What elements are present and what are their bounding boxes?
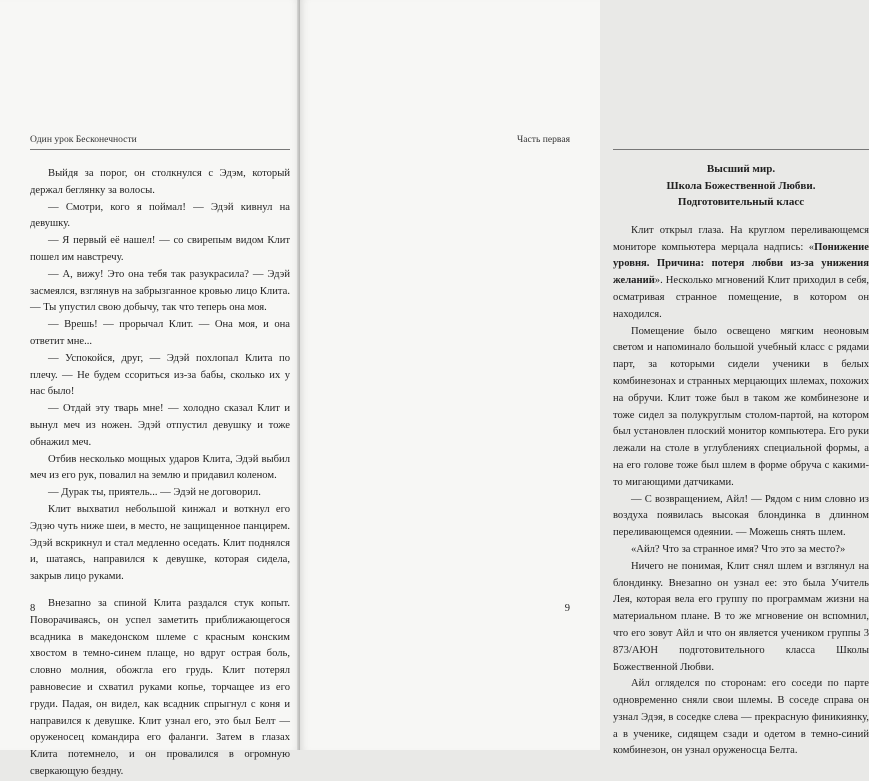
chapter-title-line: Подготовительный класс	[677, 196, 805, 209]
paragraph: Помещение было освещено мягким неоновым светом и напоминало большой учебный класс с рядами парт, за которыми сидели ученики в белых комбинезонах и странных мерцающих шлемах, похожих на обручи. Клит тоже был в таком же комбинезоне и тоже сидел за полукруглым столом-партой, на котором был установлен плоский монитор компьютера. Его руки лежали на столе в углублениях специальной формы, а на его голове тоже был шлем в форме обруча с какими-то мигающими датчиками.	[613, 325, 869, 488]
paragraph: Ничего не понимая, Клит снял шлем и взглянул на блондинку. Внезапно он узнал ее: это была Учитель Лея, которая вела его группу по программам жизни на материальном плане. В то же мгновение он вспомнил, что его зовут Айл и что он является учеником группы 3 873/АЮН подготовительного класса Школы Божественной Любви.	[613, 560, 869, 673]
page-number-right: 9	[564, 603, 570, 614]
paragraph: Отбив несколько мощных ударов Клита, Эдэй выбил меч из его рук, повалил на землю и придавил коленом.	[30, 453, 290, 482]
paragraph: «Айл? Что за странное имя? Что это за место?»	[631, 543, 846, 555]
monitor-message: Понижение уровня. Причина: потеря любви из-за унижения желаний	[613, 241, 869, 287]
right-page	[300, 0, 869, 757]
paragraph-text: Клит открыл глаза. На круглом переливающемся мониторе компьютера мерцала надпись: «	[613, 224, 869, 253]
paragraph: Айл огляделся по сторонам: его соседи по парте одновременно сняли свои шлемы. В соседе справа он узнал Эдэя, в соседке слева — прекрасную финикиянку, а в ученике, сидящем сзади и одетом в темно-синий комбинезон, он узнал оруженосца Белта.	[613, 678, 869, 757]
paragraph	[613, 223, 869, 324]
chapter-title	[613, 161, 869, 211]
paragraph: — Смотри, кого я поймал! — Эдэй кивнул на девушку.	[30, 201, 290, 230]
paragraph: Выйдя за порог, он столкнулся с Эдэм, который держал беглянку за волосы.	[30, 168, 290, 196]
chapter-title-line: Школа Божественной Любви.	[666, 179, 816, 192]
paragraph: — Врешь! — прорычал Клит. — Она моя, и она ответит мне...	[30, 319, 290, 347]
paragraph: — Отдай эту тварь мне! — холодно сказал Клит и вынул меч из ножен. Эдэй отпустил девушку и тоже обнажил меч.	[30, 403, 290, 448]
header-rule-right	[613, 149, 869, 150]
paragraph: — Дурак ты, приятель... — Эдэй не договорил.	[48, 487, 261, 499]
paragraph: — Я первый её нашел! — со свирепым видом Клит пошел им навстречу.	[30, 235, 290, 263]
running-header-left: Один урок Бесконечности	[30, 134, 137, 145]
header-rule-left	[30, 149, 290, 150]
running-header-right: Часть первая	[517, 134, 570, 145]
left-page	[0, 0, 300, 777]
left-page-text	[30, 166, 290, 781]
paragraph: Внезапно за спиной Клита раздался стук копыт. Поворачиваясь, он успел заметить приближающегося всадника в македонском шлеме с красным конским хвостом в темно-синем плаще, но вдруг острая боль, словно молния, обожгла его грудь. Клит потерял равновесие и схватил руками копье, торчащее из его груди. Падая, он видел, как всадник спрыгнул с коня и направился к девушке. Клит узнал его, это был Белт — оруженосец командира его фаланги. Затем в глазах Клита потемнело, и он провалился в огромную сверкающую бездну.	[30, 597, 290, 777]
paragraph-text: ». Несколько мгновений Клит приходил в себя, осматривая странное помещение, в котором он находился.	[613, 275, 869, 320]
paragraph: — С возвращением, Айл! — Рядом с ним словно из воздуха появилась высокая блондинка в длинном переливающемся одеянии. — Можешь снять шлем.	[613, 493, 869, 539]
page-number-left: 8	[30, 603, 36, 614]
chapter-title-line: Высший мир.	[706, 163, 776, 175]
paragraph: Клит выхватил небольшой кинжал и воткнул его Эдэю чуть ниже шеи, в место, не защищенное панцирем. Эдэй вскрикнул и стал медленно оседать. Клит поднялся и, шатаясь, направился к девушке, которая сидела, закрыв лицо руками.	[30, 503, 290, 583]
paragraph: — Успокойся, друг, — Эдэй похлопал Клита по плечу. — Не будем ссориться из-за бабы, сколько их у нас было!	[30, 352, 290, 398]
paragraph: — А, вижу! Это она тебя так разукрасила? — Эдэй засмеялся, взглянув на забрызганное кровью лицо Клита. — Ты упустил свою добычу, так что теперь она моя.	[30, 268, 290, 314]
right-page-text	[613, 161, 869, 760]
